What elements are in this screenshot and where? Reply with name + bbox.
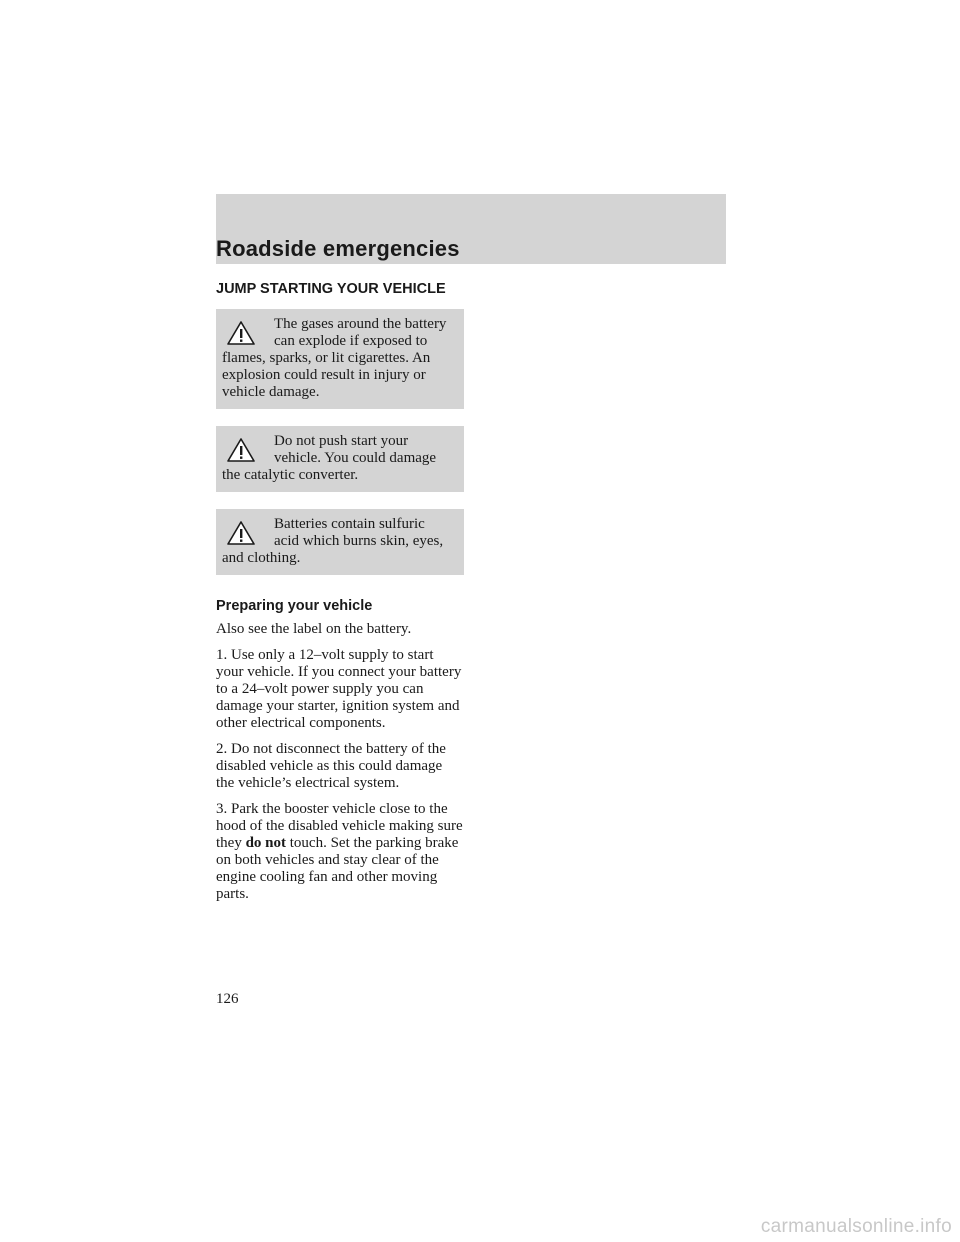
- warning-triangle-icon: [226, 437, 256, 463]
- subheading: Preparing your vehicle: [216, 598, 373, 614]
- warning-text: The gases around the battery can explode if exposed to flames, sparks, or lit cigarettes. An explosion could result in injury or vehicle damage.: [222, 316, 447, 400]
- watermark: carmanualsonline.info: [760, 1216, 952, 1237]
- warning-box: [216, 509, 464, 575]
- page-heading: JUMP STARTING YOUR VEHICLE: [216, 281, 446, 297]
- paragraph: 1. Use only a 12–volt supply to start your vehicle. If you connect your battery to a 24–volt power supply you can damage your starter, ignition system and other electrical components.: [216, 647, 462, 731]
- warning-triangle-icon: [226, 520, 256, 546]
- paragraph: 2. Do not disconnect the battery of the disabled vehicle as this could damage the vehicle’s electrical system.: [216, 741, 446, 791]
- content-column: [216, 282, 464, 912]
- paragraph: Also see the label on the battery.: [216, 621, 412, 637]
- section-title: Roadside emergencies: [216, 236, 460, 261]
- paragraph-step-3: [216, 801, 464, 903]
- step3-emphasis: do not: [245, 835, 287, 851]
- warning-text: Batteries contain sulfuric acid which burns skin, eyes, and clothing.: [222, 516, 444, 566]
- warning-box: [216, 426, 464, 492]
- step3-text-before: 3. Park the booster vehicle close to the hood of the disabled vehicle making sure they: [216, 801, 463, 851]
- warning-box: [216, 309, 464, 409]
- warning-triangle-icon: [226, 320, 256, 346]
- step3-text-after: touch. Set the parking brake on both vehicles and stay clear of the engine cooling fan and other moving parts.: [216, 835, 459, 902]
- warning-text: Do not push start your vehicle. You could damage the catalytic converter.: [222, 433, 437, 483]
- page-number: 126: [216, 991, 239, 1007]
